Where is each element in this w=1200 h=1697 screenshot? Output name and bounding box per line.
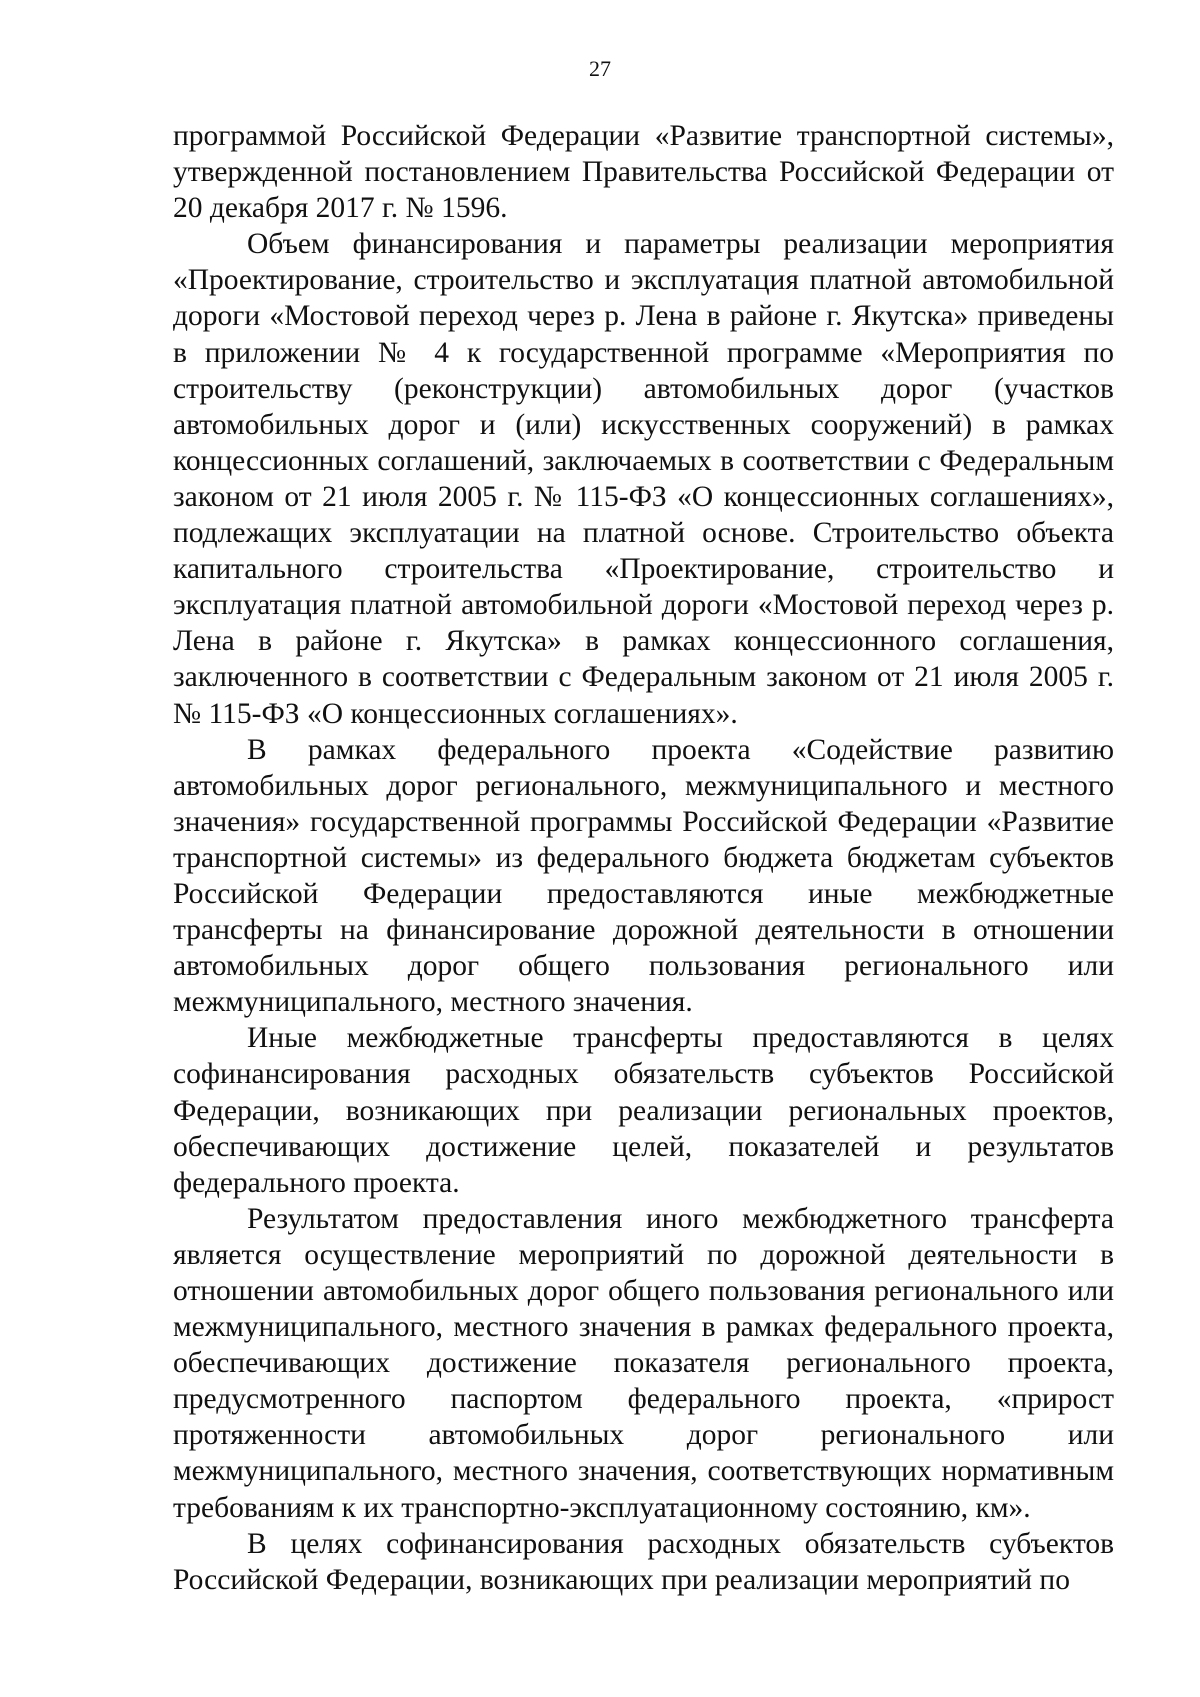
paragraph-transfer-result: Результатом предоставления иного межбюджетного трансферта является осуществление мероприятий по дорожной деятельности в отношении автомобильных дорог общего пользования регионального или межмуниципального, местного значения в рамках федерального проекта, обеспечивающих достижение показателя регионального проекта, предусмотренного паспортом федерального проекта, «прирост протяженности автомобильных дорог регионального или межмуниципального, местного значения, соответствующих нормативным требованиям к их транспортно-эксплуатационному состоянию, км». [173,1202,1114,1524]
paragraph-federal-project: В рамках федерального проекта «Содействие развитию автомобильных дорог регионального, межмуниципального и местного значения» государственной программы Российской Федерации «Развитие транспортной системы» из федерального бюджета бюджетам субъектов Российской Федерации предоставляются иные межбюджетные трансферты на финансирование дорожной деятельности в отношении автомобильных дорог общего пользования регионального или межмуниципального, местного значения. [173,733,1114,1019]
document-body [173,118,1114,1598]
page-number: 27 [589,56,611,81]
paragraph-cofinancing: В целях софинансирования расходных обязательств субъектов Российской Федерации, возникающих при реализации мероприятий по [173,1527,1114,1596]
paragraph-continuation: программой Российской Федерации «Развитие транспортной системы», утвержденной постановлением Правительства Российской Федерации от 20 декабря 2017 г. № 1596. [173,120,1114,225]
paragraph-financing-volume: Объем финансирования и параметры реализации мероприятия «Проектирование, строительство и эксплуатация платной автомобильной дороги «Мостовой переход через р. Лена в районе г. Якутска» приведены в приложении № 4 к государственной программе «Мероприятия по строительству (реконструкции) автомобильных дорог (участков автомобильных дорог и (или) искусственных сооружений) в рамках концессионных соглашений, заключаемых в соответствии с Федеральным законом от 21 июля 2005 г. № 115-ФЗ «О концессионных соглашениях», подлежащих эксплуатации на платной основе. Строительство объекта капитального строительства «Проектирование, строительство и эксплуатация платной автомобильной дороги «Мостовой переход через р. Лена в районе г. Якутска» в рамках концессионного соглашения, заключенного в соответствии с Федеральным законом от 21 июля 2005 г. № 115-ФЗ «О концессионных соглашениях». [173,228,1114,730]
paragraph-interbudget-transfers: Иные межбюджетные трансферты предоставляются в целях софинансирования расходных обязательств субъектов Российской Федерации, возникающих при реализации региональных проектов, обеспечивающих достижение целей, показателей и результатов федерального проекта. [173,1022,1114,1199]
